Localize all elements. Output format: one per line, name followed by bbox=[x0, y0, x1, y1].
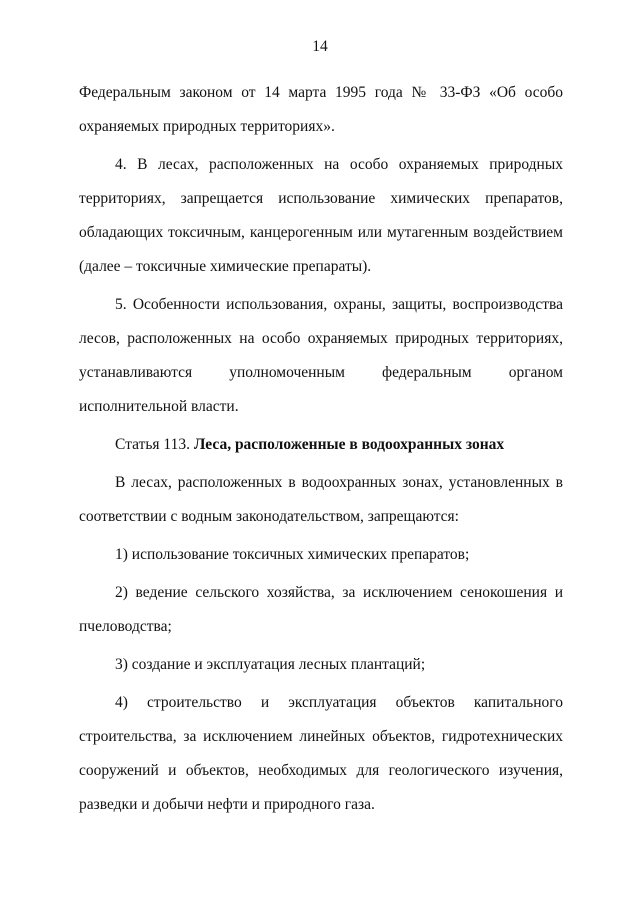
article-title: Леса, расположенные в водоохранных зонах bbox=[193, 436, 505, 453]
paragraph-item-5: 5. Особенности использования, охраны, защиты, воспроизводства лесов, расположенных на особо охраняемых природных территориях, устанавливаются уполномоченным федеральным органом исполнительной власти. bbox=[79, 296, 563, 415]
page-number: 14 bbox=[312, 38, 328, 55]
list-item: 4) строительство и эксплуатация объектов капитального строительства, за исключением линейных объектов, гидротехнических сооружений и объектов, необходимых для геологического изучения, разведки и добычи нефти и природного газа. bbox=[79, 694, 563, 813]
paragraph-item-4: 4. В лесах, расположенных на особо охраняемых природных территориях, запрещается использование химических препаратов, обладающих токсичным, канцерогенным или мутагенным воздействием (далее – токсичные химические препараты). bbox=[79, 156, 563, 275]
article-heading bbox=[79, 428, 563, 462]
article-number: Статья 113. bbox=[115, 436, 190, 453]
list-item: 3) создание и эксплуатация лесных плантаций; bbox=[115, 656, 426, 673]
list-item: 1) использование токсичных химических препаратов; bbox=[115, 546, 470, 563]
list-item: 2) ведение сельского хозяйства, за исключением сенокошения и пчеловодства; bbox=[79, 584, 563, 635]
article-intro: В лесах, расположенных в водоохранных зонах, установленных в соответствии с водным законодательством, запрещаются: bbox=[79, 474, 563, 525]
paragraph-continuation: Федеральным законом от 14 марта 1995 года № 33-ФЗ «Об особо охраняемых природных территориях». bbox=[79, 84, 563, 135]
document-body bbox=[79, 76, 563, 822]
